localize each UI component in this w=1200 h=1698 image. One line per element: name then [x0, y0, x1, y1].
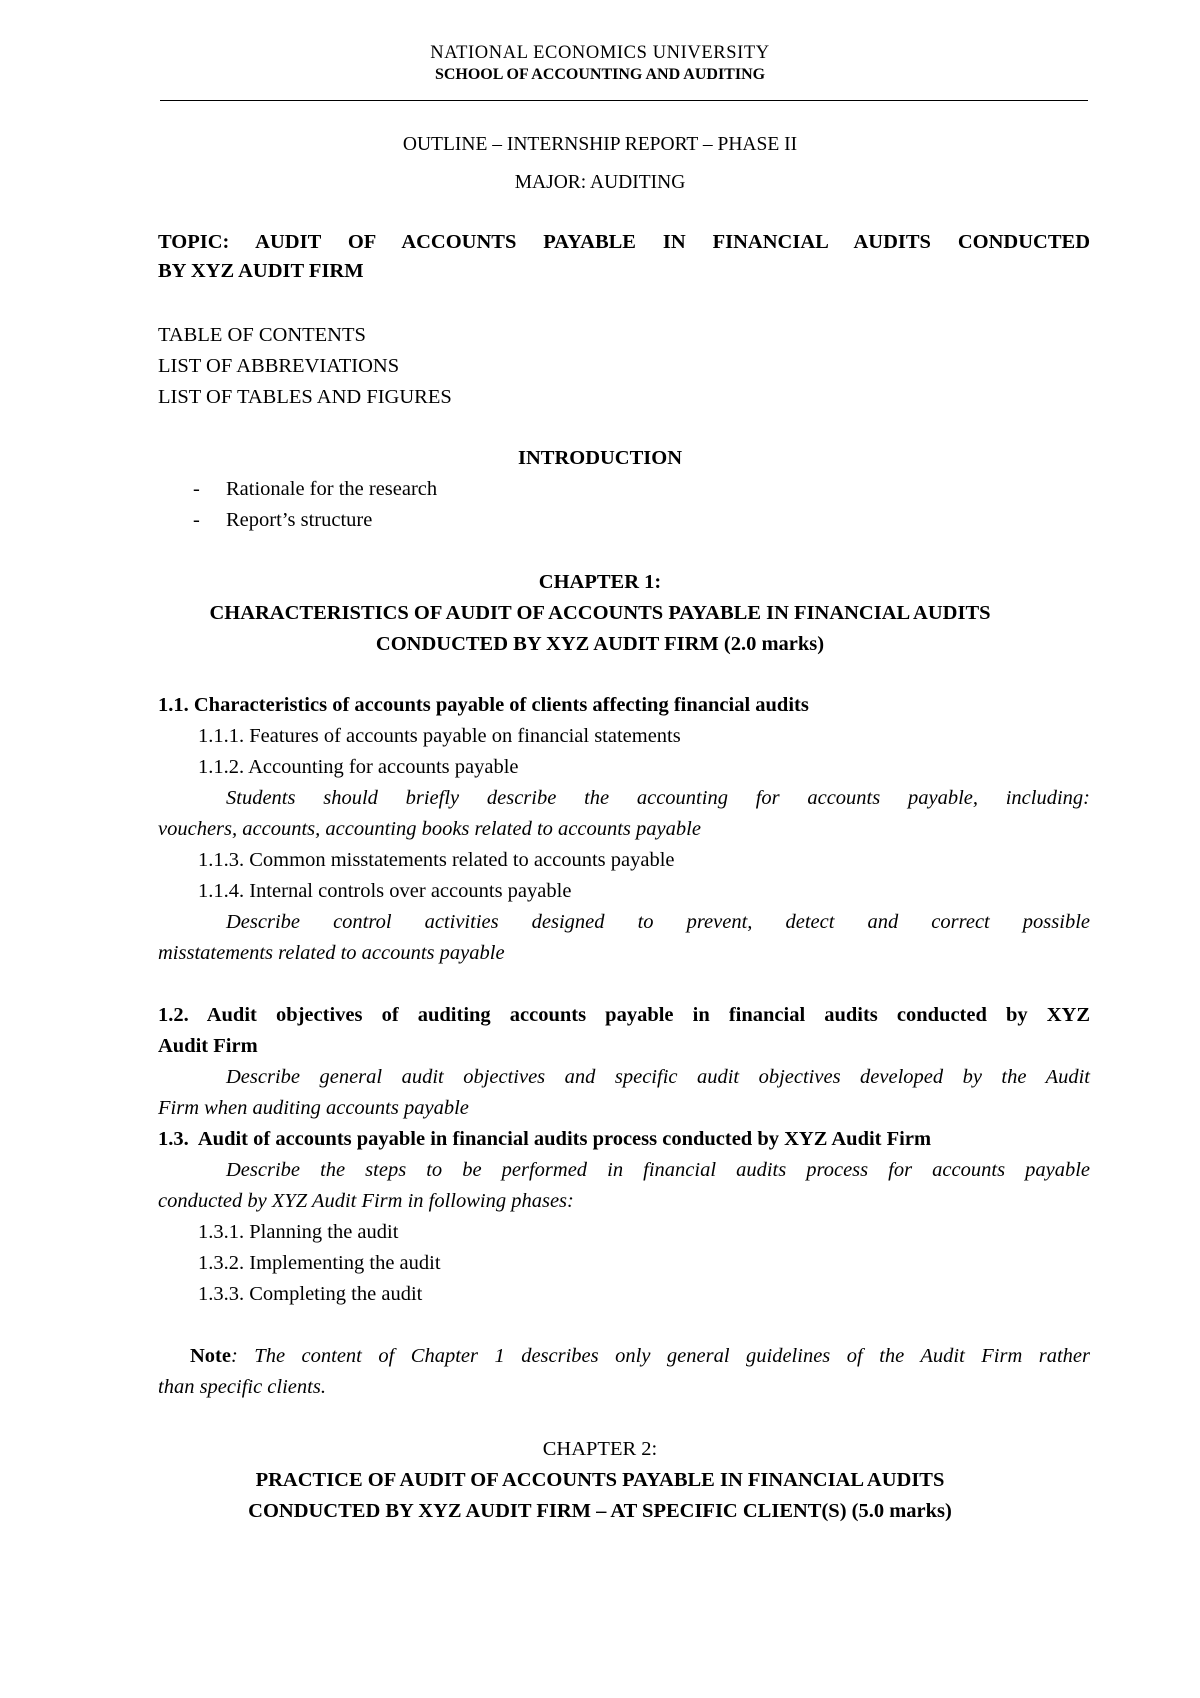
chapter-2-title-line-1: PRACTICE OF AUDIT OF ACCOUNTS PAYABLE IN FINANCIAL AUDITS — [255, 1469, 945, 1491]
subsection-1-1-1: 1.1.1. Features of accounts payable on financial statements — [198, 725, 681, 747]
note-1-1-4-line-1: Describe control activities designed to prevent, detect and correct possible — [226, 911, 1090, 933]
tables-figures-item: LIST OF TABLES AND FIGURES — [158, 386, 452, 408]
note-1-1-2-line-1: Students should briefly describe the accounting for accounts payable, including: — [226, 787, 1090, 809]
chapter-2-label: CHAPTER 2: — [542, 1438, 658, 1460]
chapter-2-title-line-2: CONDUCTED BY XYZ AUDIT FIRM – AT SPECIFIC CLIENT(S) (5.0 marks) — [248, 1500, 952, 1522]
school-name: SCHOOL OF ACCOUNTING AND AUDITING — [434, 66, 766, 83]
note-1-2-line-1: Describe general audit objectives and specific audit objectives developed by the Audit — [226, 1066, 1090, 1088]
abbreviations-item: LIST OF ABBREVIATIONS — [158, 355, 400, 377]
section-1-1-heading: 1.1. Characteristics of accounts payable of clients affecting financial audits — [158, 694, 809, 716]
outline-title: OUTLINE – INTERNSHIP REPORT – PHASE II — [402, 134, 798, 155]
subsection-1-1-4: 1.1.4. Internal controls over accounts payable — [198, 880, 572, 902]
introduction-heading: INTRODUCTION — [517, 447, 683, 469]
chapter-1-label: CHAPTER 1: — [538, 571, 662, 593]
intro-item-label: Rationale for the research — [226, 478, 438, 500]
note-1-2-line-2: Firm when auditing accounts payable — [158, 1097, 469, 1119]
intro-item-label: Report’s structure — [226, 509, 373, 531]
note-1-1-4-line-2: misstatements related to accounts payable — [158, 942, 505, 964]
intro-list-item — [193, 474, 437, 505]
note-1-3-line-1: Describe the steps to be performed in financial audits process for accounts payable — [226, 1159, 1090, 1181]
header-divider — [160, 100, 1088, 101]
subsection-1-3-2: 1.3.2. Implementing the audit — [198, 1252, 441, 1274]
major-title: MAJOR: AUDITING — [514, 172, 686, 193]
toc-item: TABLE OF CONTENTS — [158, 324, 366, 346]
section-1-2-heading-line-1: 1.2. Audit objectives of auditing accounts payable in financial audits conducted by XYZ — [158, 1004, 1090, 1026]
note-label: Note — [190, 1345, 231, 1367]
subsection-1-3-1: 1.3.1. Planning the audit — [198, 1221, 399, 1243]
note-text: : The content of Chapter 1 describes only general guidelines of the Audit Firm rather — [230, 1345, 1090, 1367]
subsection-1-1-2: 1.1.2. Accounting for accounts payable — [198, 756, 519, 778]
intro-list-item — [193, 505, 372, 536]
chapter-1-title-line-1: CHARACTERISTICS OF AUDIT OF ACCOUNTS PAYABLE IN FINANCIAL AUDITS — [209, 602, 991, 624]
university-name: NATIONAL ECONOMICS UNIVERSITY — [430, 43, 770, 63]
section-1-2-heading-line-2: Audit Firm — [158, 1035, 258, 1057]
topic-line-1: TOPIC: AUDIT OF ACCOUNTS PAYABLE IN FINANCIAL AUDITS CONDUCTED — [158, 231, 1090, 253]
topic-line-2: BY XYZ AUDIT FIRM — [158, 260, 364, 282]
note-1-3-line-2: conducted by XYZ Audit Firm in following phases: — [158, 1190, 574, 1212]
chapter-1-title-line-2: CONDUCTED BY XYZ AUDIT FIRM (2.0 marks) — [375, 633, 825, 655]
chapter-1-note-line-2: than specific clients. — [158, 1376, 326, 1398]
bullet-dash: - — [193, 509, 200, 531]
chapter-1-note-line-1 — [190, 1341, 1090, 1372]
bullet-dash: - — [193, 478, 200, 500]
section-1-3-heading: 1.3. Audit of accounts payable in financial audits process conducted by XYZ Audit Firm — [158, 1128, 932, 1150]
subsection-1-3-3: 1.3.3. Completing the audit — [198, 1283, 423, 1305]
subsection-1-1-3: 1.1.3. Common misstatements related to accounts payable — [198, 849, 675, 871]
note-1-1-2-line-2: vouchers, accounts, accounting books related to accounts payable — [158, 818, 701, 840]
